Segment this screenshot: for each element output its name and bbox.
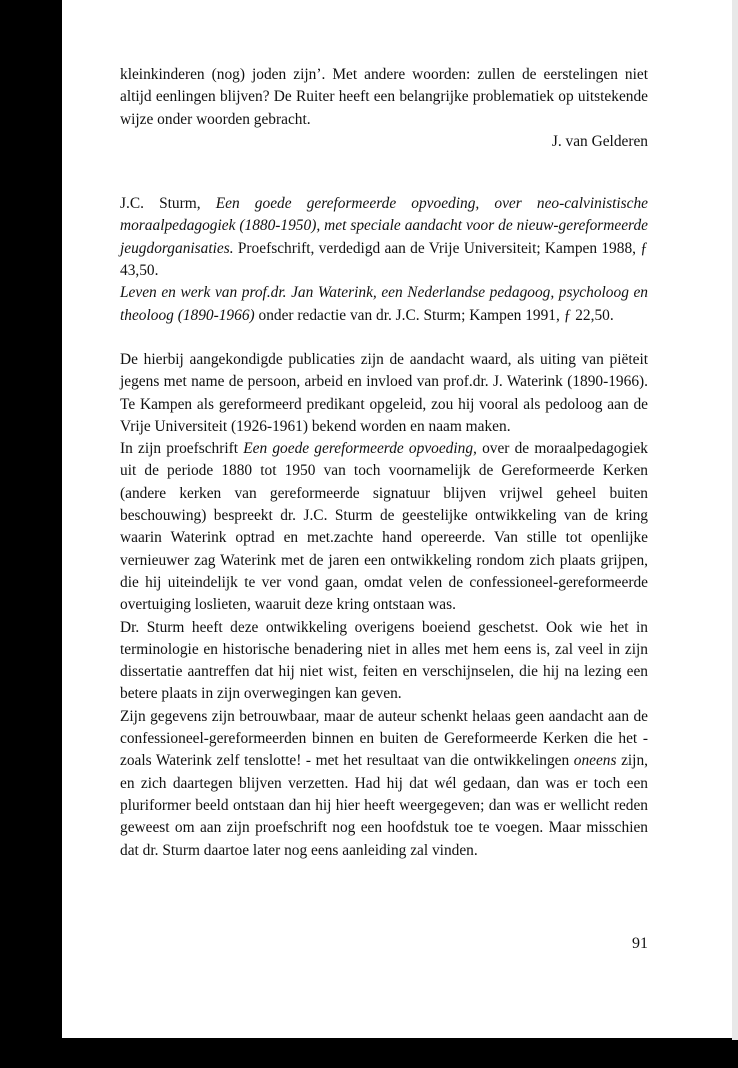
book-1-author: J.C. Sturm, — [120, 195, 201, 213]
scan-right-edge — [732, 0, 738, 1040]
book-entry-1 — [120, 193, 648, 282]
reviewer-signature: J. van Gelderen — [551, 132, 648, 150]
scan-bottom-border — [62, 1038, 738, 1068]
page-content — [120, 64, 648, 862]
previous-review-closing: kleinkinderen (nog) joden zijn’. Met andere woorden: zullen de eerstelingen niet altijd eenlingen blijven? De Ruiter heeft een belangrijke problematiek op uitstekende wijze onder woorden gebracht. — [120, 66, 648, 128]
review-paragraph-2: In zijn proefschrift Een goede gereformeerde opvoeding, over de moraalpedagogiek uit de periode 1880 tot 1950 van toch voornamelijk de Gereformeerde Kerken (andere kerken van gereformeerde signatuur blijven vrijwel geheel buiten beschouwing) bespreekt dr. J.C. Sturm de geestelijke ontwikkeling van de kring waarin Waterink optrad en met.zachte hand opereerde. Van stille tot openlijke vernieuwer zag Waterink met de jaren een ontwikkeling rondom zich plaats grijpen, die hij uiteindelijk te ver vond gaan, omdat velen de confessioneel-gereformeerde overtuiging loslieten, waaruit deze kring ontstaan was. — [120, 440, 648, 614]
review-emphasis: oneens — [573, 752, 617, 770]
book-entry-2 — [120, 282, 648, 327]
review-paragraph-4: Zijn gegevens zijn betrouwbaar, maar de auteur schenkt helaas geen aandacht aan de confessioneel-gereformeerden binnen en buiten de Gereformeerde Kerken die het - zoals Waterink zelf tenslotte! - met het resultaat van die ontwikkelingen oneens zijn, en zich daartegen blijven verzetten. Had hij dat wél gedaan, dan was er toch een pluriformer beeld ontstaan dan hij hier heeft weergegeven; dan was er wellicht reden geweest om aan zijn proefschrift nog een hoofdstuk toe te voegen. Maar misschien dat dr. Sturm daartoe later nog eens aanleiding zal vinden. — [120, 707, 648, 859]
book-2-title: Leven en werk van prof.dr. Jan Waterink, een Nederlandse pedagoog, psycholoog en theoloog (1890-1966) — [120, 284, 648, 324]
review-paragraph-3: Dr. Sturm heeft deze ontwikkeling overigens boeiend geschetst. Ook wie het in terminologie en historische benadering niet in alles met hem eens is, zal veel in zijn dissertatie aantreffen dat hij niet wist, feiten en verschijnselen, die hij na lezing een betere plaats in zijn overwegingen kan geven. — [120, 618, 648, 703]
book-1-details: Proefschrift, verdedigd aan de Vrije Universiteit; Kampen 1988, ƒ 43,50. — [120, 239, 648, 280]
review-cited-title: Een goede gereformeerde opvoeding, — [243, 440, 477, 458]
book-1-title: Een goede gereformeerde opvoeding, over neo-calvinistische moraalpedagogiek (1880-1950), met speciale aandacht voor de nieuw-gereformeerde jeugdorganisaties. — [120, 195, 648, 257]
review-paragraph-1: De hierbij aangekondigde publicaties zijn de aandacht waard, als uiting van piëteit jegens met name de persoon, arbeid en invloed van prof.dr. J. Waterink (1890-1966). Te Kampen als gereformeerd predikant opgeleid, zou hij vooral als pedoloog aan de Vrije Universiteit (1926-1961) bekend worden en naam maken. — [120, 350, 648, 435]
book-2-details: onder redactie van dr. J.C. Sturm; Kampen 1991, ƒ 22,50. — [258, 306, 614, 324]
page-number: 91 — [632, 935, 648, 952]
scan-left-border — [0, 0, 62, 1068]
